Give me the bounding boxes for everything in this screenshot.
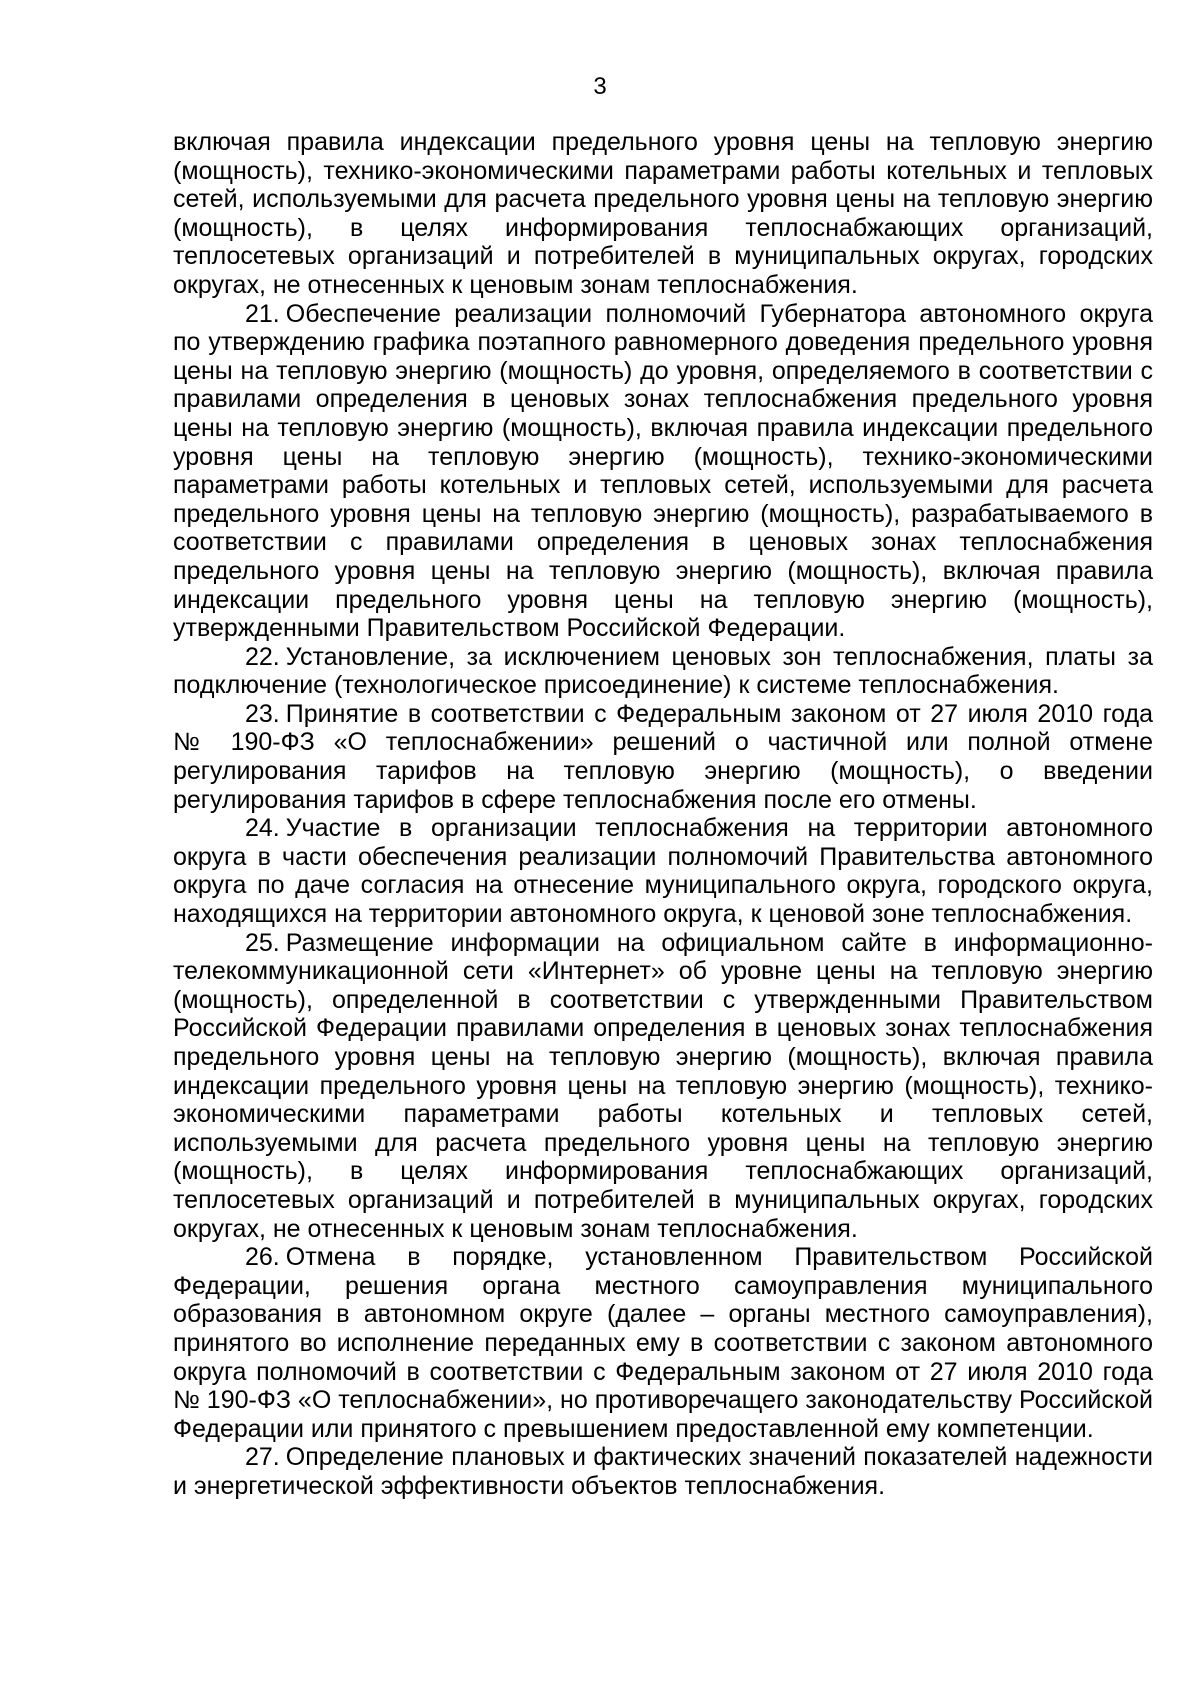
item-text: Принятие в соответствии с Федеральным законом от 27 июля 2010 года № 190-ФЗ «О теплоснабжении» решений о частичной или полной отмене регулирования тарифов на тепловую энергию (мощность), о введении регулирования тарифов в сфере теплоснабжения после его отмены. bbox=[173, 699, 1153, 814]
list-item-25 bbox=[173, 929, 1153, 1244]
list-item-24 bbox=[173, 814, 1153, 928]
item-text: Установление, за исключением ценовых зон теплоснабжения, платы за подключение (технологическое присоединение) к системе теплоснабжения. bbox=[173, 642, 1153, 700]
item-number: 26. bbox=[245, 1243, 280, 1272]
item-text: Размещение информации на официальном сайте в информационно-телекоммуникационной сети «Интернет» об уровне цены на тепловую энергию (мощность), определенной в соответствии с утвержденными Правительством Российской Федерации правилами определения в ценовых зонах теплоснабжения предельного уровня цены на тепловую энергию (мощность), включая правила индексации предельного уровня цены на тепловую энергию (мощность), технико-экономическими параметрами работы котельных и тепловых сетей, используемыми для расчета предельного уровня цены на тепловую энергию (мощность), в целях информирования теплоснабжающих организаций, теплосетевых организаций и потребителей в муниципальных округах, городских округах, не отнесенных к ценовым зонам теплоснабжения. bbox=[173, 928, 1153, 1243]
item-number: 21. bbox=[245, 299, 280, 328]
list-item-22 bbox=[173, 643, 1153, 700]
item-number: 22. bbox=[245, 642, 280, 671]
item-number: 23. bbox=[245, 699, 280, 728]
item-number: 25. bbox=[245, 928, 280, 957]
list-item-27 bbox=[173, 1443, 1153, 1500]
item-number: 24. bbox=[245, 814, 280, 843]
list-item-23 bbox=[173, 700, 1153, 814]
page-number: 3 bbox=[593, 73, 607, 100]
list-item-21 bbox=[173, 300, 1153, 643]
document-body bbox=[173, 128, 1153, 1501]
item-text: Обеспечение реализации полномочий Губернатора автономного округа по утверждению графика поэтапного равномерного доведения предельного уровня цены на тепловую энергию (мощность) до уровня, определяемого в соответствии с правилами определения в ценовых зонах теплоснабжения предельного уровня цены на тепловую энергию (мощность), включая правила индексации предельного уровня цены на тепловую энергию (мощность), технико-экономическими параметрами работы котельных и тепловых сетей, используемыми для расчета предельного уровня цены на тепловую энергию (мощность), разрабатываемого в соответствии с правилами определения в ценовых зонах теплоснабжения предельного уровня цены на тепловую энергию (мощность), включая правила индексации предельного уровня цены на тепловую энергию (мощность), утвержденными Правительством Российской Федерации. bbox=[173, 299, 1153, 643]
item-text: Отмена в порядке, установленном Правительством Российской Федерации, решения органа местного самоуправления муниципального образования в автономном округе (далее – органы местного самоуправления), принятого во исполнение переданных ему в соответствии с законом автономного округа полномочий в соответствии с Федеральным законом от 27 июля 2010 года № 190-ФЗ «О теплоснабжении», но противоречащего законодательству Российской Федерации или принятого с превышением предоставленной ему компетенции. bbox=[173, 1243, 1153, 1443]
paragraph-continuation bbox=[173, 128, 1153, 300]
item-number: 27. bbox=[245, 1443, 280, 1472]
item-text: Участие в организации теплоснабжения на территории автономного округа в части обеспечения реализации полномочий Правительства автономного округа по даче согласия на отнесение муниципального округа, городского округа, находящихся на территории автономного округа, к ценовой зоне теплоснабжения. bbox=[173, 814, 1153, 929]
list-item-26 bbox=[173, 1243, 1153, 1443]
paragraph-text: включая правила индексации предельного уровня цены на тепловую энергию (мощность), технико-экономическими параметрами работы котельных и тепловых сетей, используемыми для расчета предельного уровня цены на тепловую энергию (мощность), в целях информирования теплоснабжающих организаций, теплосетевых организаций и потребителей в муниципальных округах, городских округах, не отнесенных к ценовым зонам теплоснабжения. bbox=[173, 128, 1153, 299]
item-text: Определение плановых и фактических значений показателей надежности и энергетической эффективности объектов теплоснабжения. bbox=[173, 1443, 1153, 1500]
